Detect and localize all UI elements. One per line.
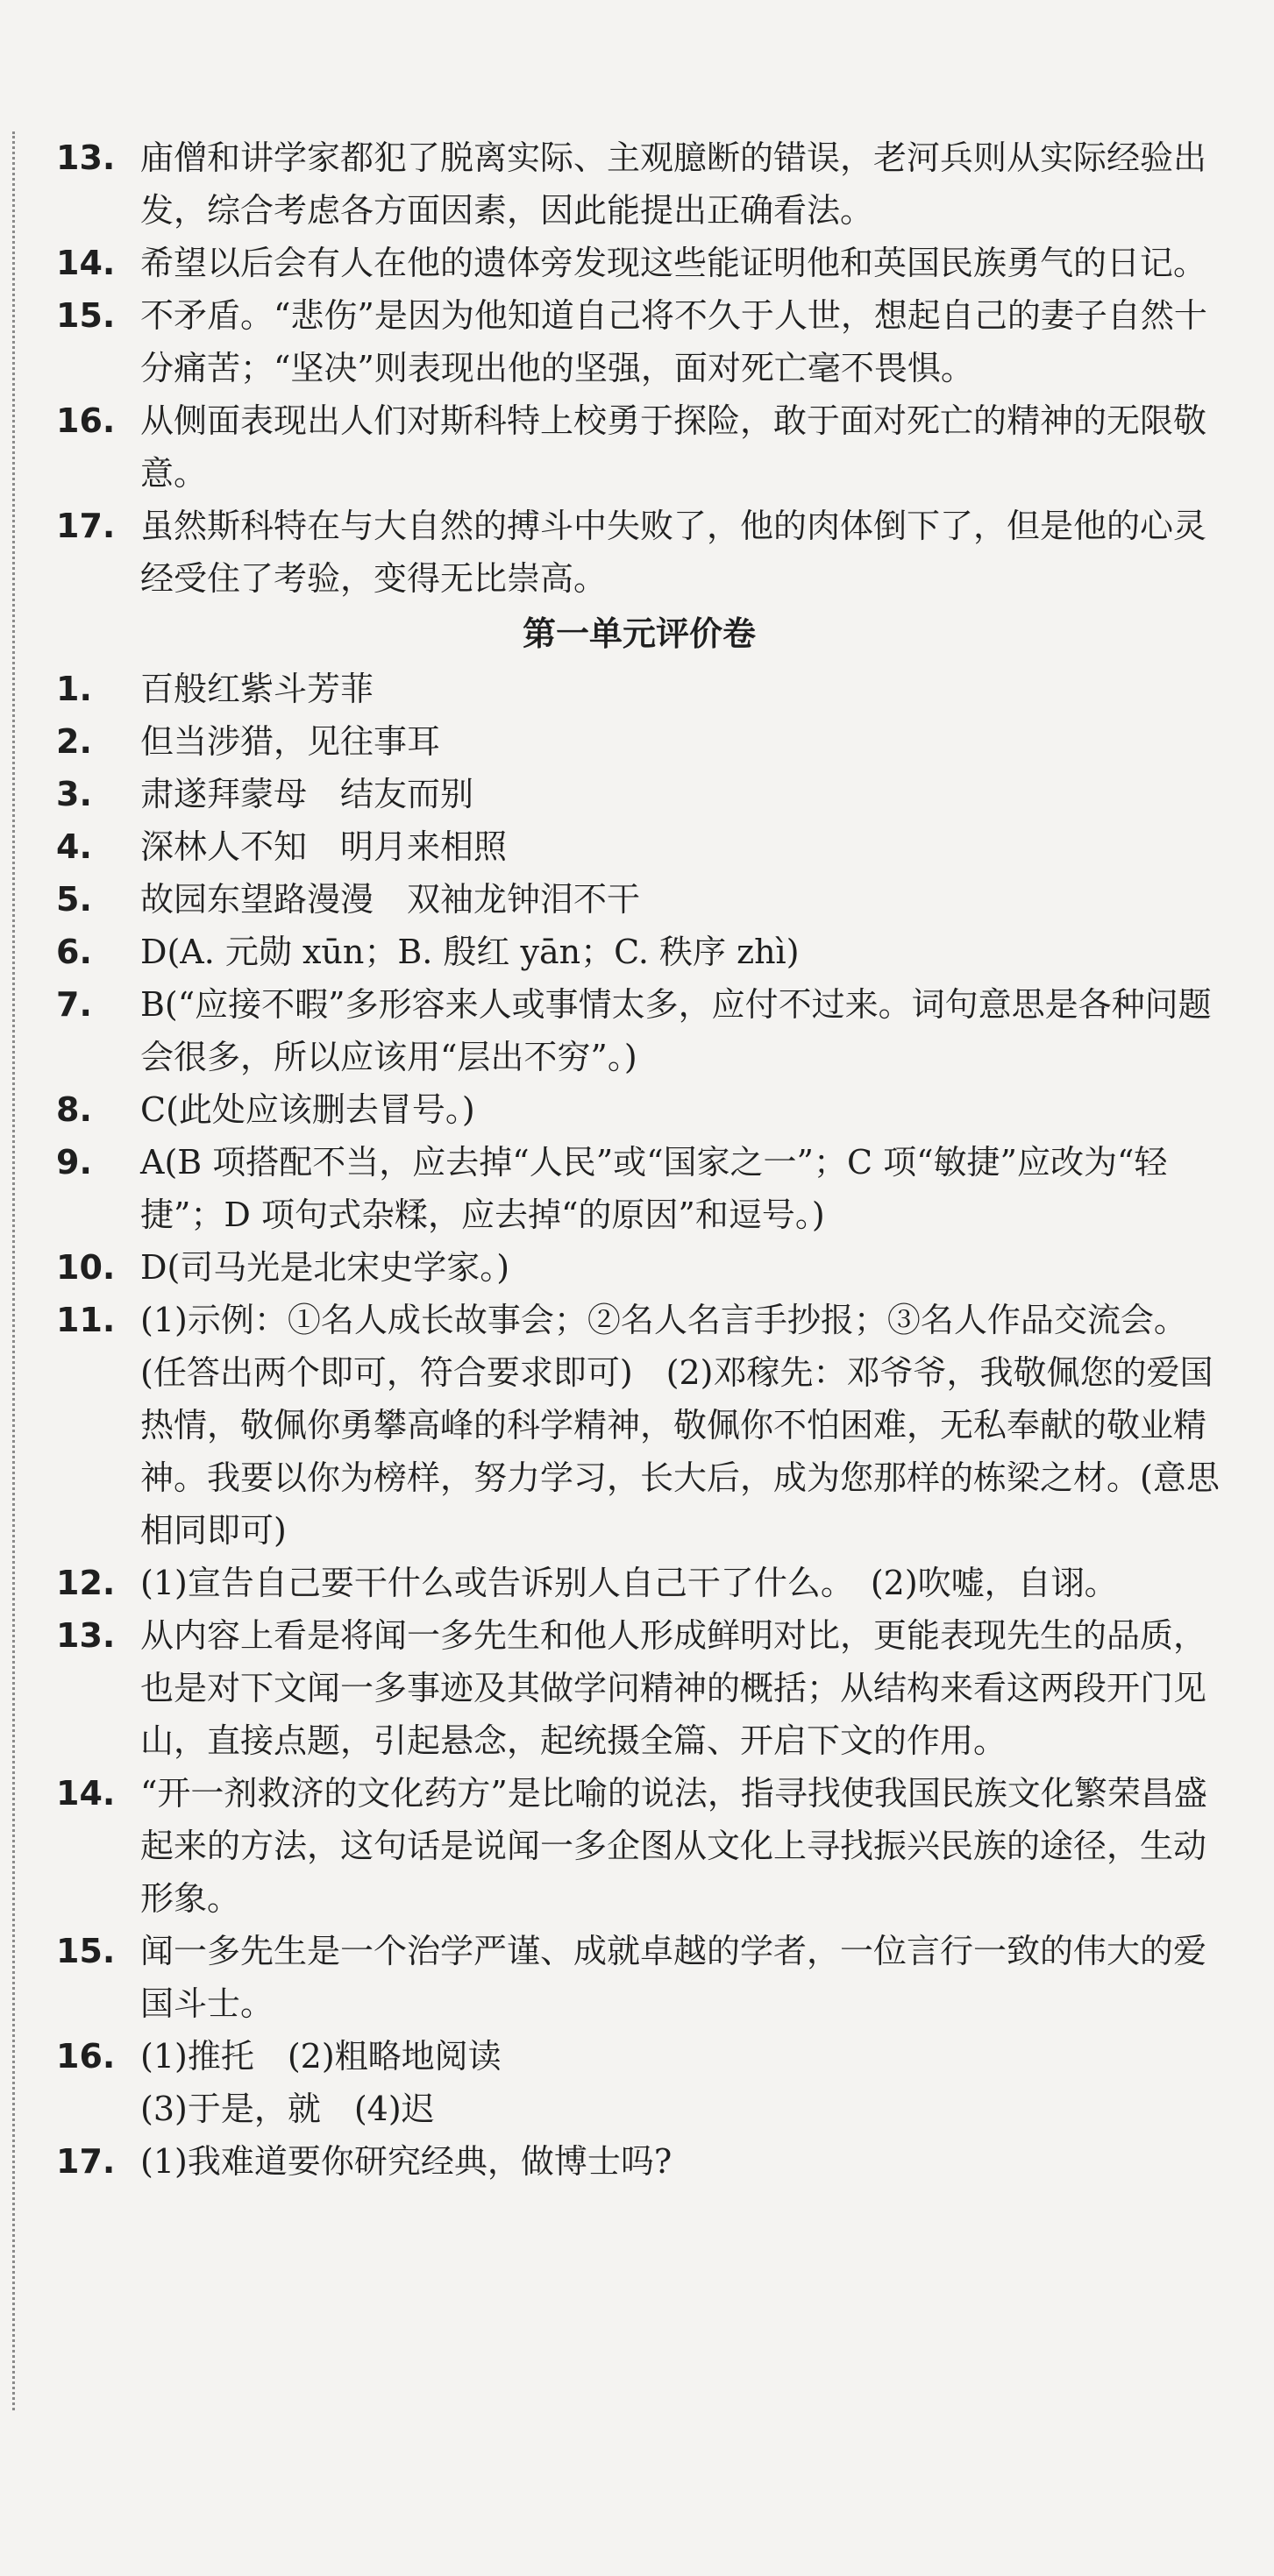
answer-text: 深林人不知 明月来相照 [140, 827, 508, 866]
answer-number: 17. [56, 507, 116, 545]
answer-item [56, 1557, 1222, 1609]
answer-text: D(A. 元勋 xūn；B. 殷红 yān；C. 秩序 zhì) [140, 933, 800, 971]
answer-number: 15. [56, 1932, 116, 1970]
answer-number: 2. [56, 722, 92, 761]
answer-item [56, 131, 1222, 237]
answer-number: 10. [56, 1248, 116, 1287]
answer-list-unit-one-evaluation [56, 663, 1222, 2188]
answer-item [56, 2135, 1222, 2188]
answer-number: 16. [56, 401, 116, 440]
answer-number: 16. [56, 2037, 116, 2076]
answer-item [56, 500, 1222, 605]
answer-item [56, 926, 1222, 978]
answer-content [56, 131, 1222, 2188]
answer-text: (1)示例：①名人成长故事会；②名人名言手抄报；③名人作品交流会。(任答出两个即可，符合要求即可) (2)邓稼先：邓爷爷，我敬佩您的爱国热情，敬佩你勇攀高峰的科学精神，敬佩你不怕困难，无私奉献的敬业精神。我要以你为榜样，努力学习，长大后，成为您那样的栋梁之材。(意思相同即可) [140, 1301, 1220, 1550]
answer-text: (1)我难道要你研究经典，做博士吗? [140, 2142, 673, 2181]
answer-text: 百般红紫斗芳菲 [140, 670, 374, 708]
answer-item [56, 1083, 1222, 1136]
answer-text: 闻一多先生是一个治学严谨、成就卓越的学者，一位言行一致的伟大的爱国斗士。 [140, 1932, 1207, 2023]
answer-number: 3. [56, 775, 92, 813]
answer-text: (1)宣告自己要干什么或告诉别人自己干了什么。 (2)吹嘘，自诩。 [140, 1564, 1118, 1602]
answer-text: 虽然斯科特在与大自然的搏斗中失败了，他的肉体倒下了，但是他的心灵经受住了考验，变得无比崇高。 [140, 507, 1207, 598]
answer-number: 14. [56, 1774, 116, 1813]
answer-number: 7. [56, 985, 92, 1024]
answer-text: (1)推托 (2)粗略地阅读 [140, 2037, 502, 2076]
answer-number: 14. [56, 244, 116, 282]
answer-item [56, 2030, 1222, 2083]
answer-text: 希望以后会有人在他的遗体旁发现这些能证明他和英国民族勇气的日记。 [140, 244, 1207, 282]
answer-item [56, 978, 1222, 1083]
answer-number: 15. [56, 296, 116, 335]
answer-number: 9. [56, 1143, 92, 1182]
answer-text: D(司马光是北宋史学家。) [140, 1248, 510, 1287]
answer-item [56, 394, 1222, 500]
answer-number: 1. [56, 670, 92, 708]
answer-text: 不矛盾。“悲伤”是因为他知道自己将不久于人世，想起自己的妻子自然十分痛苦；“坚决”则表现出他的坚强，面对死亡毫不畏惧。 [140, 296, 1207, 387]
answer-continuation: (3)于是，就 (4)迟 [140, 2090, 435, 2128]
answer-item [56, 768, 1222, 820]
answer-text: 从内容上看是将闻一多先生和他人形成鲜明对比，更能表现先生的品质，也是对下文闻一多事迹及其做学问精神的概括；从结构来看这两段开门见山，直接点题，引起悬念，起统摄全篇、开启下文的作用。 [140, 1616, 1207, 1760]
answer-number: 11. [56, 1301, 116, 1339]
answer-text: “开一剂救济的文化药方”是比喻的说法，指寻找使我国民族文化繁荣昌盛起来的方法，这句话是说闻一多企图从文化上寻找振兴民族的途径，生动形象。 [140, 1774, 1207, 1918]
answer-item [56, 663, 1222, 715]
answer-item [56, 289, 1222, 394]
answer-item [56, 820, 1222, 873]
answer-text: 故园东望路漫漫 双袖龙钟泪不干 [140, 880, 641, 919]
answer-number: 4. [56, 827, 92, 866]
binding-dotted-line [12, 131, 15, 2410]
answer-number: 5. [56, 880, 92, 919]
answer-text: 肃遂拜蒙母 结友而别 [140, 775, 474, 813]
answer-text: 庙僧和讲学家都犯了脱离实际、主观臆断的错误，老河兵则从实际经验出发，综合考虑各方面因素，因此能提出正确看法。 [140, 138, 1207, 230]
answer-item [56, 237, 1222, 289]
answer-list-previous-unit [56, 131, 1222, 605]
answer-item [56, 1294, 1222, 1557]
answer-number: 13. [56, 138, 116, 177]
answer-item [56, 1241, 1222, 1294]
answer-number: 17. [56, 2142, 116, 2181]
answer-item [56, 1136, 1222, 1241]
answer-item [56, 873, 1222, 926]
answer-item [56, 715, 1222, 768]
answer-number: 12. [56, 1564, 116, 1602]
answer-text: A(B 项搭配不当，应去掉“人民”或“国家之一”；C 项“敏捷”应改为“轻捷”；D 项句式杂糅，应去掉“的原因”和逗号。) [140, 1143, 1168, 1234]
answer-number: 6. [56, 933, 92, 971]
answer-item [56, 1609, 1222, 1767]
answer-text: C(此处应该删去冒号。) [140, 1090, 475, 1129]
answer-item [56, 1767, 1222, 1925]
section-title: 第一单元评价卷 [522, 614, 756, 653]
answer-text: B(“应接不暇”多形容来人或事情太多，应付不过来。词句意思是各种问题会很多，所以应该用“层出不穷”。) [140, 985, 1212, 1076]
answer-text: 从侧面表现出人们对斯科特上校勇于探险，敢于面对死亡的精神的无限敬意。 [140, 401, 1207, 493]
answer-item [56, 1925, 1222, 2030]
answer-number: 8. [56, 1090, 92, 1129]
answer-number: 13. [56, 1616, 116, 1655]
answer-text: 但当涉猎，见往事耳 [140, 722, 441, 761]
